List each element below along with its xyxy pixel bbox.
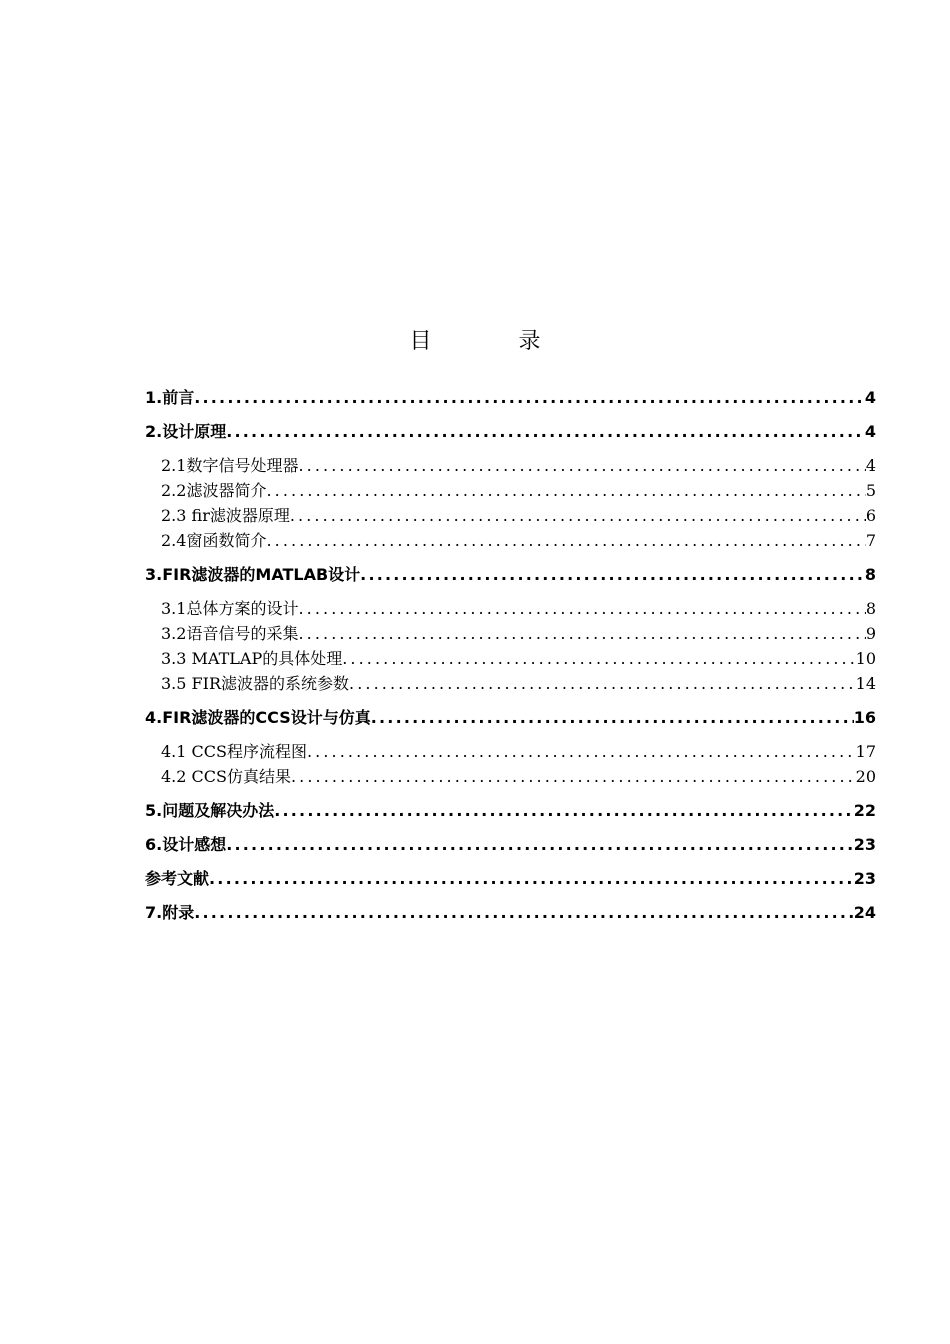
toc-entry-page: 10 bbox=[855, 649, 876, 668]
toc-entry[interactable] bbox=[145, 647, 876, 672]
toc-entry[interactable] bbox=[145, 597, 876, 622]
toc-entry[interactable] bbox=[145, 454, 876, 479]
dot-leader bbox=[274, 799, 854, 823]
toc-entry-page: 17 bbox=[855, 742, 876, 761]
toc-entry[interactable] bbox=[145, 672, 876, 706]
dot-leader bbox=[209, 867, 854, 891]
dot-leader bbox=[226, 420, 865, 444]
toc-entry-page: 8 bbox=[864, 565, 876, 584]
dot-leader bbox=[266, 479, 865, 503]
dot-leader bbox=[290, 504, 866, 528]
toc-entry-page: 4 bbox=[864, 388, 876, 407]
toc-entry-page: 24 bbox=[853, 903, 876, 922]
toc-entry[interactable] bbox=[145, 901, 876, 935]
toc-entry-page: 22 bbox=[853, 801, 876, 820]
toc-title: 目 录 bbox=[409, 329, 581, 354]
toc-entry-label: 2.1数字信号处理器 bbox=[161, 456, 299, 475]
toc-entry-label: 5.问题及解决办法 bbox=[145, 801, 275, 820]
toc-entry-label: 3.1总体方案的设计 bbox=[161, 599, 299, 618]
dot-leader bbox=[226, 833, 854, 857]
dot-leader bbox=[307, 740, 856, 764]
toc-entry-page: 4 bbox=[865, 456, 876, 475]
toc-entry-label: 2.2滤波器简介 bbox=[161, 481, 267, 500]
toc-entry-label: 1.前言 bbox=[145, 388, 195, 407]
dot-leader bbox=[298, 622, 865, 646]
toc-entry-page: 7 bbox=[865, 531, 876, 550]
dot-leader bbox=[371, 706, 854, 730]
dot-leader bbox=[349, 672, 856, 696]
toc-entry-page: 9 bbox=[865, 624, 876, 643]
toc-entry-page: 20 bbox=[855, 767, 876, 786]
toc-entry[interactable] bbox=[145, 622, 876, 647]
toc-entry-page: 14 bbox=[855, 674, 876, 693]
toc-entry-page: 6 bbox=[865, 506, 876, 525]
dot-leader bbox=[360, 563, 865, 587]
toc-entry-label: 4.FIR滤波器的CCS设计与仿真 bbox=[145, 708, 371, 727]
toc-entry-label: 3.3 MATLAP的具体处理 bbox=[161, 649, 343, 668]
toc-entry[interactable] bbox=[145, 833, 876, 867]
dot-leader bbox=[194, 901, 854, 925]
dot-leader bbox=[194, 386, 865, 410]
toc-entry-label: 3.FIR滤波器的MATLAB设计 bbox=[145, 565, 361, 584]
toc-entry-page: 8 bbox=[865, 599, 876, 618]
dot-leader bbox=[298, 454, 865, 478]
toc-entry[interactable] bbox=[145, 479, 876, 504]
toc-entry-label: 2.4窗函数简介 bbox=[161, 531, 267, 550]
toc-entry-page: 4 bbox=[864, 422, 876, 441]
toc-entry[interactable] bbox=[145, 799, 876, 833]
toc-entry-page: 16 bbox=[853, 708, 876, 727]
toc-entry-label: 3.2语音信号的采集 bbox=[161, 624, 299, 643]
toc-entry-page: 23 bbox=[853, 869, 876, 888]
toc-entry[interactable] bbox=[145, 867, 876, 901]
toc-entry[interactable] bbox=[145, 504, 876, 529]
toc-entry[interactable] bbox=[145, 420, 876, 454]
table-of-contents bbox=[145, 386, 876, 935]
toc-entry-label: 3.5 FIR滤波器的系统参数 bbox=[161, 674, 350, 693]
toc-entry[interactable] bbox=[145, 740, 876, 765]
toc-entry-label: 2.3 fir滤波器原理 bbox=[161, 506, 290, 525]
toc-entry-page: 23 bbox=[853, 835, 876, 854]
toc-entry-label: 2.设计原理 bbox=[145, 422, 227, 441]
dot-leader bbox=[342, 647, 855, 671]
toc-entry[interactable] bbox=[145, 386, 876, 420]
toc-entry[interactable] bbox=[145, 563, 876, 597]
toc-entry-label: 7.附录 bbox=[145, 903, 195, 922]
toc-entry-label: 6.设计感想 bbox=[145, 835, 227, 854]
toc-entry-page: 5 bbox=[865, 481, 876, 500]
dot-leader bbox=[266, 529, 865, 553]
toc-entry[interactable] bbox=[145, 765, 876, 799]
toc-entry-label: 参考文献 bbox=[145, 869, 210, 888]
toc-entry[interactable] bbox=[145, 706, 876, 740]
toc-entry[interactable] bbox=[145, 529, 876, 563]
dot-leader bbox=[291, 765, 856, 789]
dot-leader bbox=[298, 597, 865, 621]
toc-entry-label: 4.2 CCS仿真结果 bbox=[161, 767, 291, 786]
toc-entry-label: 4.1 CCS程序流程图 bbox=[161, 742, 307, 761]
